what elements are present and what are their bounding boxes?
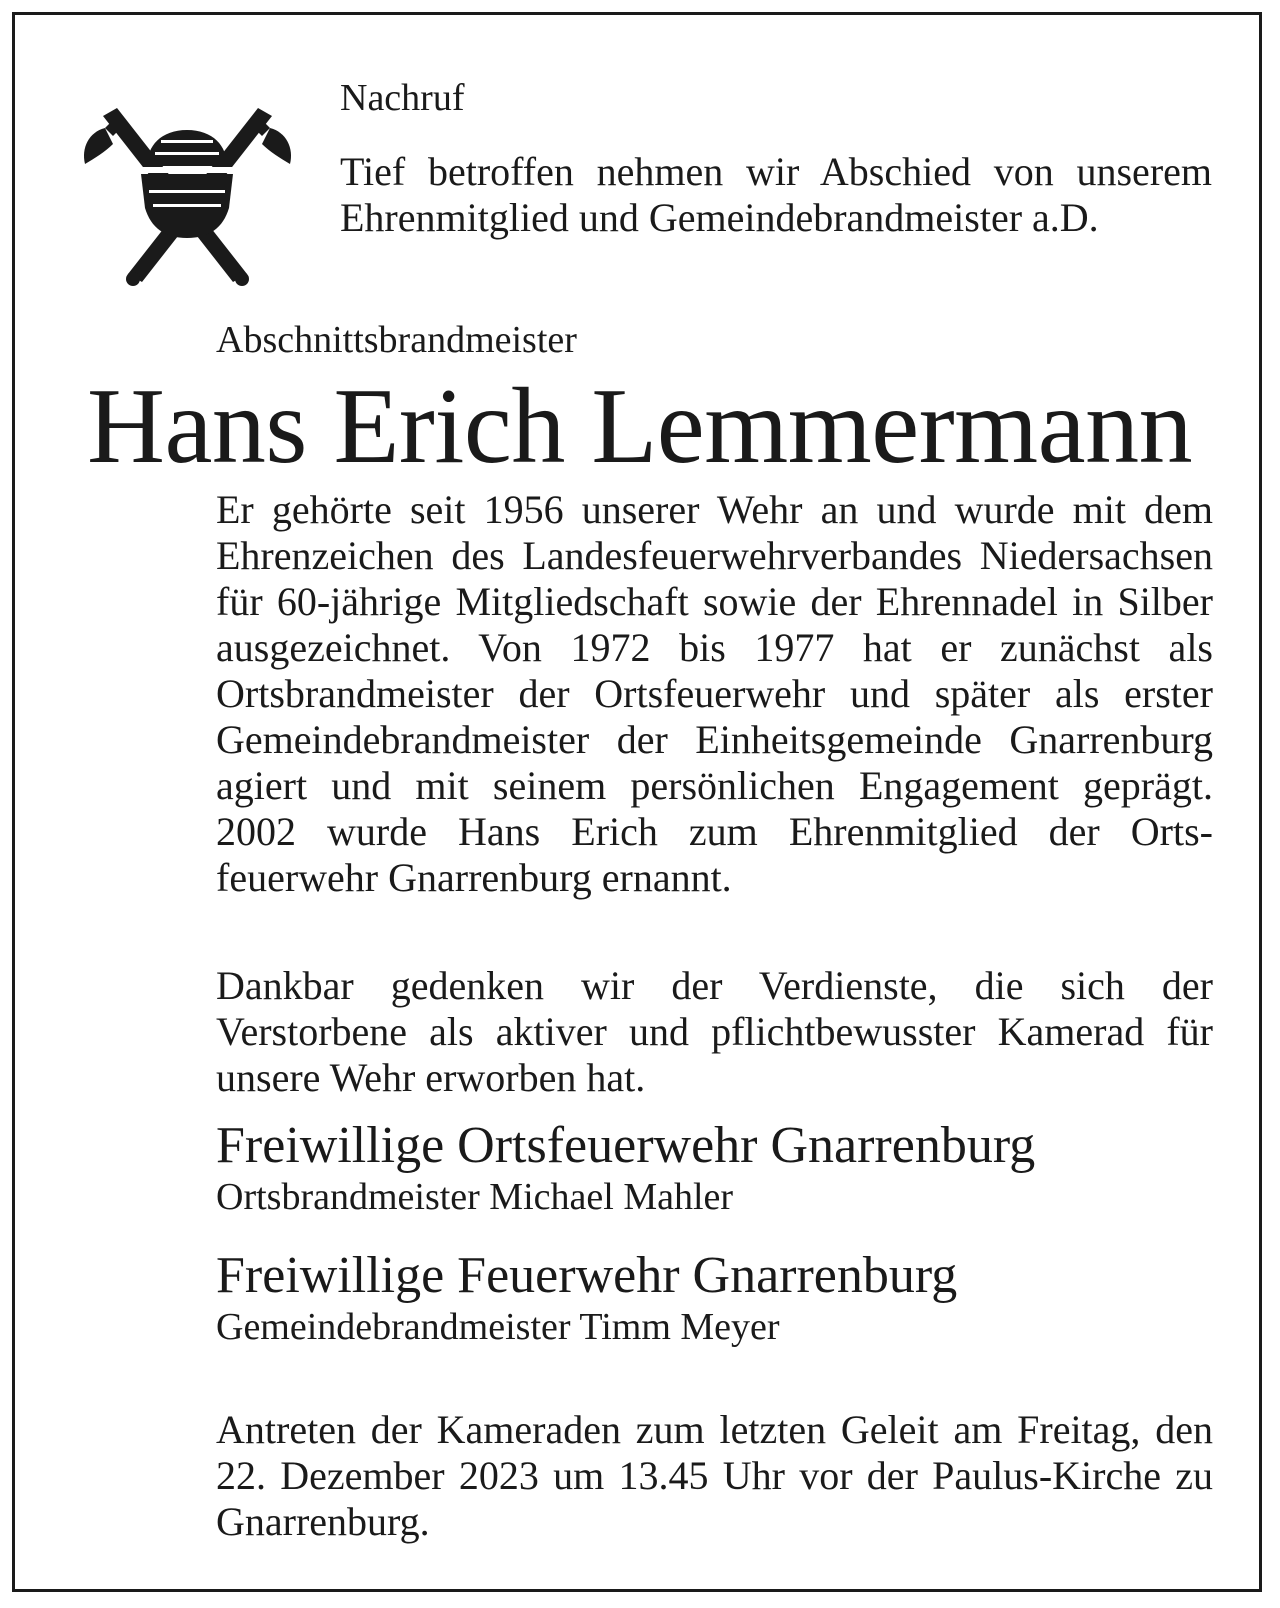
- notice-heading: Nachruf: [340, 77, 465, 119]
- biography-paragraph: Er gehörte seit 1956 unserer Wehr an und wurde mit dem Ehrenzeichen des Landesfeuerwehrverbandes Niedersachsen für 60-jährige Mitgliedschaft sowie der Ehrennadel in Silber ausgezeichnet. Von 1972 bis 1977 hat er zunächst als Ortsbrandmeister der Ortsfeuerwehr und später als erster Gemeindebrandmeister der Einheitsgemeinde Gnarrenburg agiert und mit seinem persönlichen Engagement geprägt. 2002 wurde Hans Erich zum Ehrenmitglied der Ortsfeuerwehr Gnarrenburg ernannt.: [216, 487, 1213, 900]
- funeral-service-paragraph: Antreten der Kameraden zum letzten Geleit am Freitag, den 22. Dezember 2023 um 13.45 Uhr vor der Paulus-Kirche zu Gnarrenburg.: [216, 1407, 1213, 1544]
- deceased-rank: Abschnittsbrandmeister: [216, 319, 577, 361]
- gratitude-paragraph: Dankbar gedenken wir der Verdienste, die sich der Verstorbene als aktiver und pflichtbewusster Kamerad für unsere Wehr erworben hat.: [216, 963, 1213, 1100]
- organization-name: Freiwillige Feuerwehr Gnarrenburg: [216, 1247, 958, 1304]
- firefighter-helmet-crossed-axes-icon: [75, 100, 300, 290]
- organization-signatory: Ortsbrandmeister Michael Mahler: [216, 1176, 734, 1218]
- obituary-notice: [12, 12, 1262, 1592]
- deceased-name: Hans Erich Lemmermann: [87, 367, 1193, 486]
- organization-name: Freiwillige Ortsfeuerwehr Gnarrenburg: [216, 1117, 1036, 1174]
- organization-signatory: Gemeindebrandmeister Timm Meyer: [216, 1306, 780, 1348]
- intro-paragraph: Tief betroffen nehmen wir Abschied von unserem Ehrenmitglied und Gemeindebrandmeister a.D.: [340, 149, 1212, 240]
